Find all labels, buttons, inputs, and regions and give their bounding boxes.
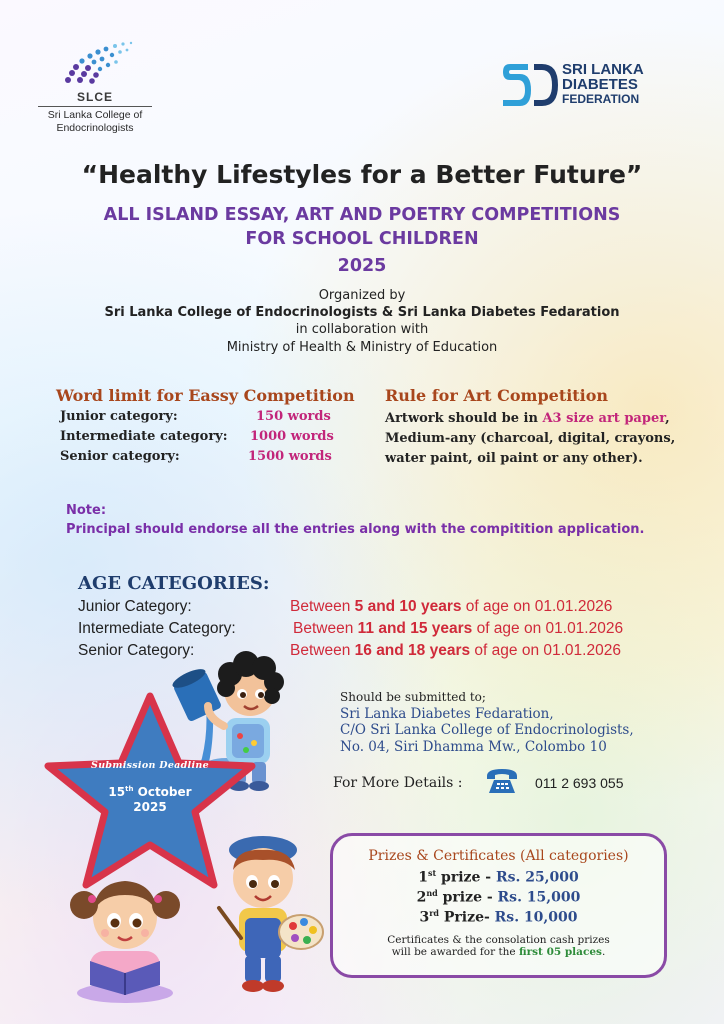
slce-divider [38,106,152,107]
age-range: 5 and 10 years [354,598,462,615]
deadline-day-suffix: th [125,785,134,793]
submission-label: Should be submitted to; [340,690,486,704]
note-label: Note: [66,503,107,518]
prize-title [330,848,667,864]
age-post: of age on 01.01.2026 [472,620,624,637]
prize-title-main: Prizes & Certificates [368,848,516,864]
essay-word-limit-title: Word limit for Eassy Competition [56,386,355,405]
slce-name-line2: Endocrinologists [56,122,134,134]
boy-palette-illustration [205,828,325,998]
more-details-label: For More Details : [333,775,463,791]
sldf-line1: SRI LANKA [562,61,644,78]
address-line1: Sri Lanka Diabetes Fedaration, [340,706,554,722]
art-paper-size: A3 size art paper [542,411,666,426]
sldf-logo-icon [500,60,560,110]
age-label-intermediate: Intermediate Category: [78,620,236,637]
art-text-line3: water paint, oil paint or any other). [385,451,643,466]
prize-label: Prize- [439,909,495,926]
essay-row-intermediate [60,429,340,444]
slce-logo-icon [60,40,140,88]
prize-amount: Rs. 15,000 [497,889,581,906]
prize-second [330,888,667,906]
essay-row-value: 1500 words [248,449,332,464]
prize-num: 2 [416,889,427,906]
age-label-senior: Senior Category: [78,642,195,659]
prize-suffix: nd [426,888,438,898]
collaboration: in collaboration with [295,322,429,337]
age-value-junior [290,598,612,616]
prize-amount: Rs. 10,000 [494,909,578,926]
essay-row-value: 1000 words [250,429,334,444]
girl-reading-illustration [60,865,190,1005]
prize-num: 1 [418,869,428,886]
slce-name [38,109,152,135]
art-text-post: , [665,411,670,426]
phone-number: 011 2 693 055 [535,775,624,791]
age-range: 16 and 18 years [354,642,471,659]
age-pre: Between [290,642,355,659]
prize-amount: Rs. 25,000 [495,869,579,886]
prize-note-highlight: first 05 places [518,946,602,958]
competition-title-line2: FOR SCHOOL CHILDREN [245,229,479,249]
phone-icon [485,766,519,796]
prize-suffix: rd [429,908,440,918]
address-line2: C/O Sri Lanka College of Endocrinologists, [340,722,634,738]
prize-note-post: . [601,946,606,958]
art-rule-title: Rule for Art Competition [385,386,609,405]
prize-third [330,908,667,926]
organized-by: Organized by [318,288,406,303]
sldf-logo [500,60,700,115]
sldf-line2: DIABETES [562,76,638,93]
prize-num: 3 [419,909,430,926]
essay-row-label: Senior category: [60,449,180,464]
prize-first [330,868,667,886]
art-rule-text [385,409,685,469]
slce-name-line1: Sri Lanka College of [47,109,143,121]
prize-note-pre: will be awarded for the [391,946,519,958]
age-value-intermediate [293,620,623,638]
essay-row-junior [60,409,340,424]
art-text-line2: Medium-any (charcoal, digital, crayons, [385,431,676,446]
sldf-line3: FEDERATION [562,92,640,106]
prize-note-line1: Certificates & the consolation cash prizes [387,934,610,946]
deadline-year: 2025 [133,800,167,814]
prize-label: prize - [437,889,498,906]
deadline-label: Submission Deadline [91,760,209,771]
age-post: of age on 01.01.2026 [470,642,621,659]
note-text: Principal should endorse all the entries along with the compitition application. [66,522,645,537]
age-label-junior: Junior Category: [78,598,192,615]
deadline-month: October [133,785,192,799]
essay-row-label: Intermediate category: [60,429,228,444]
organizers: Sri Lanka College of Endocrinologists & Sri Lanka Diabetes Fedaration [104,305,620,320]
competition-year: 2025 [337,256,387,276]
essay-row-senior [60,449,340,464]
slce-abbr: SLCE [76,90,113,104]
main-title: “Healthy Lifestyles for a Better Future” [81,160,643,189]
deadline-date [60,785,240,799]
deadline-day: 15 [108,785,126,799]
essay-row-value: 150 words [256,409,331,424]
prize-title-sub: (All categories) [515,848,629,864]
address-line3: No. 04, Siri Dhamma Mw., Colombo 10 [340,739,607,755]
age-pre: Between [290,598,355,615]
prize-note-line2 [330,946,667,958]
age-pre: Between [293,620,358,637]
age-range: 11 and 15 years [357,620,473,637]
age-post: of age on 01.01.2026 [461,598,613,615]
prize-label: prize - [436,869,496,886]
prize-suffix: st [427,868,437,878]
ministries: Ministry of Health & Ministry of Education [226,340,498,355]
sldf-name [562,62,644,107]
art-text-pre: Artwork should be in [385,411,543,426]
essay-row-label: Junior category: [60,409,178,424]
competition-title-line1: ALL ISLAND ESSAY, ART AND POETRY COMPETITIONS [103,205,621,225]
age-value-senior [290,642,621,660]
age-categories-title: AGE CATEGORIES: [78,573,270,594]
